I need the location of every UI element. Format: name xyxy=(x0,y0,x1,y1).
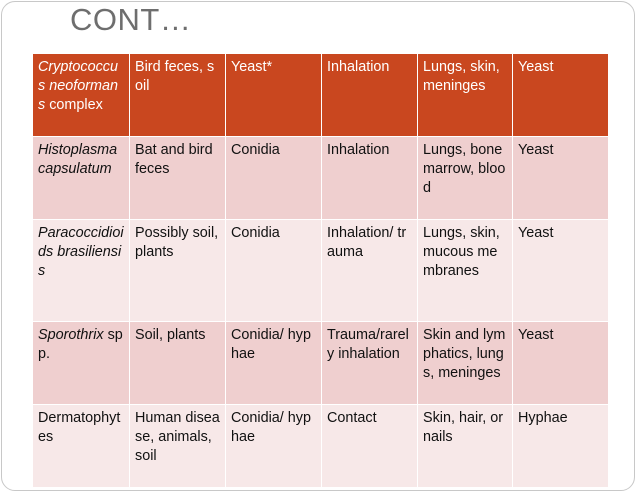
source-cell: Soil, plants xyxy=(130,322,226,405)
route-cell: Trauma/rarely inhalation xyxy=(322,322,418,405)
organism-name-italic: Paracoccidioids brasiliensis xyxy=(38,225,124,279)
table-row xyxy=(33,322,609,405)
organism-cell xyxy=(33,322,130,405)
form-cell: Conidia xyxy=(226,220,322,322)
sites-cell: Skin, hair, or nails xyxy=(418,405,513,488)
route-cell: Inhalation xyxy=(322,137,418,220)
sites-cell: Skin and lymphatics, lungs, meninges xyxy=(418,322,513,405)
table-row xyxy=(33,54,609,137)
organism-name-italic: Cryptococcus neoformans xyxy=(38,59,118,113)
organism-name-italic: Sporothrix xyxy=(38,327,104,343)
tissue-form-cell: Yeast xyxy=(513,220,609,322)
organism-name-suffix: complex xyxy=(45,97,103,113)
route-cell: Inhalation xyxy=(322,54,418,137)
organism-cell xyxy=(33,54,130,137)
source-cell: Possibly soil, plants xyxy=(130,220,226,322)
form-cell: Conidia/ hyphae xyxy=(226,405,322,488)
table-row xyxy=(33,405,609,488)
route-cell: Contact xyxy=(322,405,418,488)
organism-name-italic: Histoplasma capsulatum xyxy=(38,142,118,177)
organism-cell xyxy=(33,137,130,220)
organism-cell xyxy=(33,405,130,488)
form-cell: Conidia/ hyphae xyxy=(226,322,322,405)
form-cell: Conidia xyxy=(226,137,322,220)
sites-cell: Lungs, skin, meninges xyxy=(418,54,513,137)
sites-cell: Lungs, bone marrow, blood xyxy=(418,137,513,220)
source-cell: Human disease, animals, soil xyxy=(130,405,226,488)
source-cell: Bird feces, soil xyxy=(130,54,226,137)
tissue-form-cell: Hyphae xyxy=(513,405,609,488)
route-cell: Inhalation/ trauma xyxy=(322,220,418,322)
form-cell: Yeast* xyxy=(226,54,322,137)
table-row xyxy=(33,137,609,220)
organism-name-suffix: Dermatophytes xyxy=(38,410,121,445)
tissue-form-cell: Yeast xyxy=(513,322,609,405)
table-row xyxy=(33,220,609,322)
sites-cell: Lungs, skin, mucous membranes xyxy=(418,220,513,322)
source-cell: Bat and bird feces xyxy=(130,137,226,220)
organism-name-suffix: spp. xyxy=(38,327,123,362)
slide-title: CONT… xyxy=(70,2,192,37)
tissue-form-cell: Yeast xyxy=(513,137,609,220)
organism-cell xyxy=(33,220,130,322)
tissue-form-cell: Yeast xyxy=(513,54,609,137)
fungi-table xyxy=(32,53,609,488)
